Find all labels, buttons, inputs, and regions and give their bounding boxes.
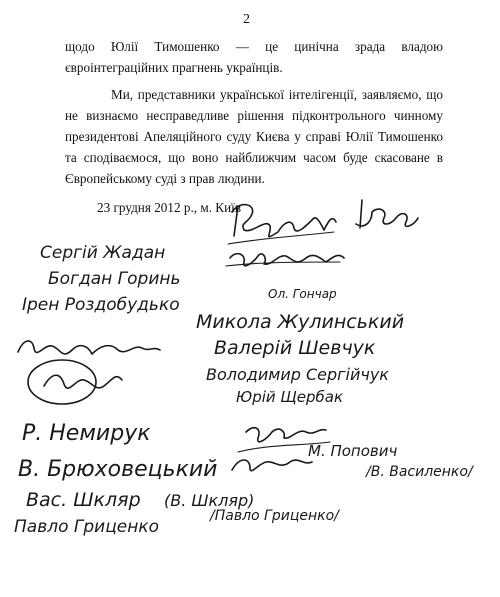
signature-center-scribble bbox=[226, 254, 344, 266]
signature-shkliar: Вас. Шкляр bbox=[26, 489, 141, 511]
signature-popovych: М. Попович bbox=[308, 442, 398, 460]
date-and-place: 23 грудня 2012 р., м. Київ bbox=[97, 200, 242, 215]
statement-text: Ми, представники української інтелігенції, заявляємо, що не визнаємо несправедливе рішення підконтрольного чинному президентові Апеляційного суду Києва у справі Юлії Тимошенко та сподіваємося, що воно найближчим часом буде скасоване в Європейському суді з прав людини. bbox=[65, 87, 443, 186]
signature-shevchuk: Валерій Шевчук bbox=[214, 337, 376, 359]
signature-top-center bbox=[228, 205, 336, 244]
paragraph-statement bbox=[65, 84, 443, 189]
signature-left-oval bbox=[18, 341, 160, 404]
signature-shcherbak: Юрій Щербак bbox=[236, 388, 344, 406]
paragraph-continuation: щодо Юлії Тимошенко — це цинічна зрада владою євроінтеграційних прагнень українців. bbox=[65, 39, 443, 75]
signature-shkliar-printed: (В. Шкляр) bbox=[164, 491, 255, 510]
signature-nemyruk: Р. Немирук bbox=[22, 421, 151, 446]
signature-hrytsenko-printed: /Павло Гриценко/ bbox=[210, 508, 339, 524]
signature-honchar: Ол. Гончар bbox=[268, 287, 337, 301]
signature-top-right bbox=[356, 200, 418, 228]
signature-rozdobudko: Ірен Роздобудько bbox=[22, 295, 180, 315]
signature-briukhovetskyi: В. Брюховецький bbox=[18, 457, 218, 482]
signature-zhadan: Сергій Жадан bbox=[40, 243, 166, 263]
signature-horyn: Богдан Горинь bbox=[48, 269, 181, 289]
signature-zhulynskyi: Микола Жулинський bbox=[196, 311, 405, 333]
signature-lower-right-scribble bbox=[232, 428, 330, 471]
signature-serhiichuk: Володимир Сергійчук bbox=[206, 365, 389, 384]
page-number: 2 bbox=[243, 12, 250, 27]
signature-vasylenko: /В. Василенко/ bbox=[366, 464, 473, 480]
signature-hrytsenko: Павло Гриценко bbox=[14, 517, 160, 537]
